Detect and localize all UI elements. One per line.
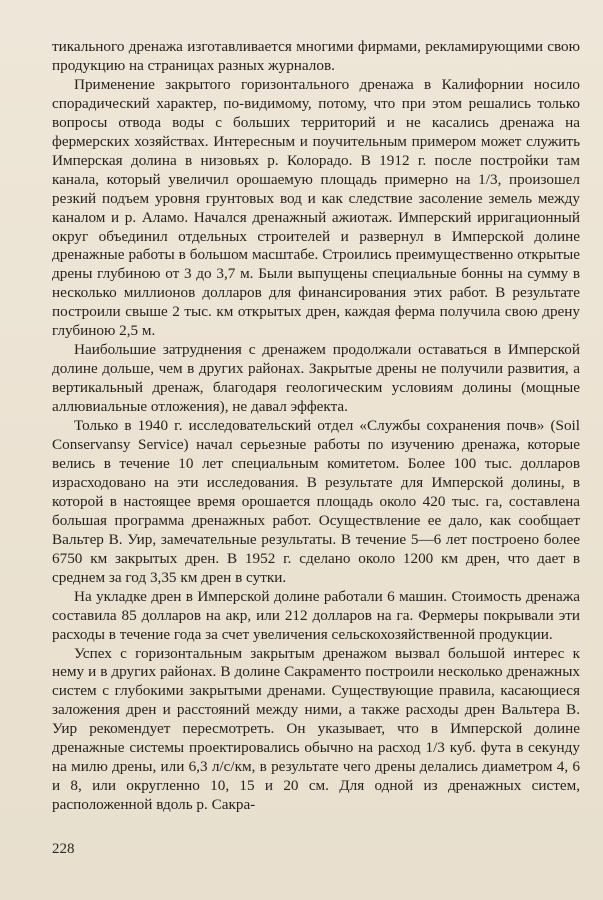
paragraph-drain-laying-cost: На укладке дрен в Имперской долине работали 6 машин. Стоимость дренажа составила 85 долларов на акр, или 212 долларов на га. Фермеры покрывали эти расходы в течение года за счет увеличения сельскохозяйственной продукции. (52, 587, 580, 643)
paragraph-imperial-difficulties: Наибольшие затруднения с дренажем продолжали оставаться в Имперской долине дольше, чем в других районах. Закрытые дрены не получили развития, а вертикальный дренаж, благодаря геологическим условиям долины (мощные аллювиальные отложения), не давал эффекта. (52, 341, 580, 416)
paragraph-sacramento-drainage: Успех с горизонтальным закрытым дренажом вызвал большой интерес к нему и в других районах. В долине Сакраменто построили несколько дренажных систем с глубокими закрытыми дренами. Существующие правила, касающиеся заложения дрен и расстояний между ними, а также расходы дрен Вальтера В. Уир рекомендует пересмотреть. Он указывает, что в Имперской долине дренажные системы проектировались обычно на расход 1/3 куб. фута в секунду на милю дрены, или 6,3 л/с/км, в результате чего дрены делались диаметром 4, 6 и 8, или округленно 10, 15 и 20 см. Для одной из дренажных систем, расположенной вдоль р. Сакра- (52, 644, 580, 814)
paragraph-soil-service-research: Только в 1940 г. исследовательский отдел «Службы сохранения почв» (Soil Conservansy Service) начал серьезные работы по изучению дренажа, которые велись в течение 10 лет специальным комитетом. Более 100 тыс. долларов израсходовано на эти исследования. В результате для Имперской долины, в которой в настоящее время орошается площадь около 420 тыс. га, составлена большая программа дренажных работ. Осуществление ее дало, как сообщает Вальтер В. Уир, замечательные результаты. В течение 5—6 лет построено более 6750 км закрытых дрен. В 1952 г. сделано около 1200 км дрен, что дает в среднем за год 3,35 км дрен в сутки. (52, 417, 580, 586)
page-number: 228 (52, 841, 75, 857)
paragraph-california-drainage: Применение закрытого горизонтального дренажа в Калифорнии носило спорадический характер, по-видимому, потому, что при этом решались только вопросы отвода воды с больших территорий и не касались дренажа на фермерских хозяйствах. Интересным и поучительным примером может служить Имперская долина в низовьях р. Колорадо. В 1912 г. после постройки там канала, который увеличил орошаемую площадь примерно на 1/3, произошел резкий подъем уровня грунтовых вод и как следствие засоление земель между каналом и р. Аламо. Начался дренажный ажиотаж. Имперский ирригационный округ объединил отдельных строителей и развернул в Имперской долине дренажные работы в большом масштабе. Строились преимущественно открытые дрены глубиною от 3 до 3,7 м. Были выпущены специальные бонны на сумму в несколько миллионов долларов для финансирования этих работ. В результате построили свыше 2 тыс. км открытых дрен, каждая ферма получила свою дрену глубиною 2,5 м. (52, 75, 580, 340)
body-text (52, 38, 580, 815)
paragraph-continuation: тикального дренажа изготавливается многими фирмами, рекламирующими свою продукцию на страницах разных журналов. (52, 38, 580, 74)
